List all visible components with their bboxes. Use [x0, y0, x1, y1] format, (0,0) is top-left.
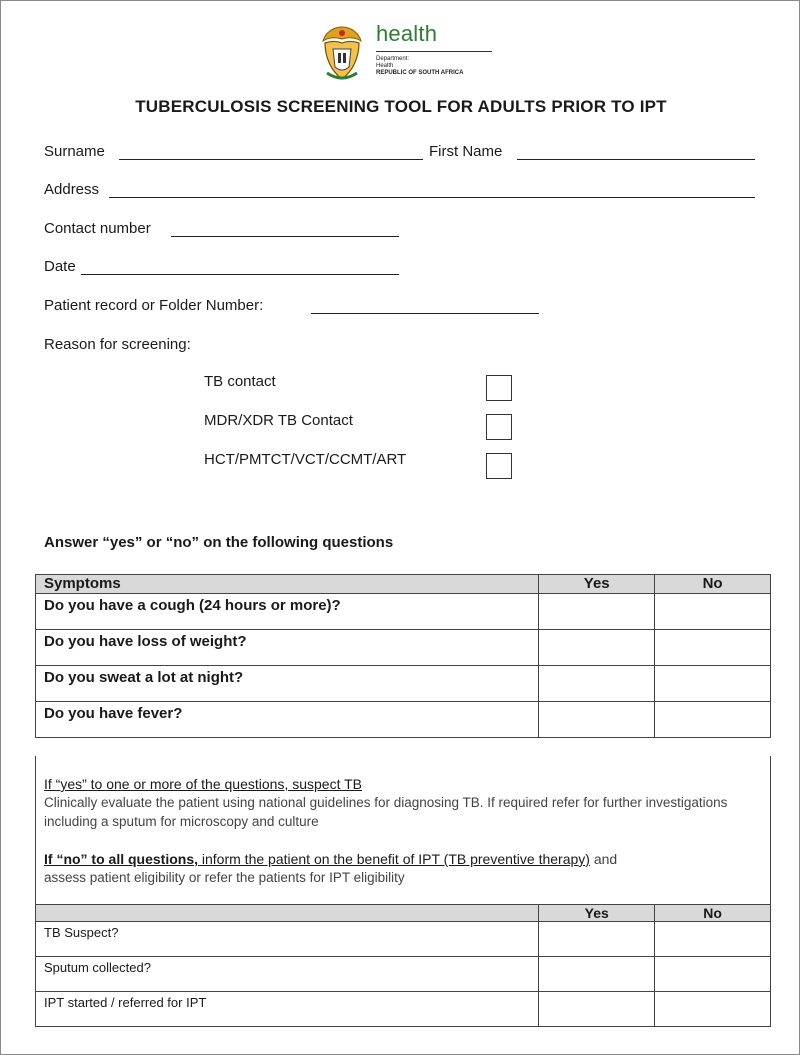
no-guidance-body: assess patient eligibility or refer the patients for IPT eligibility: [44, 870, 405, 885]
reason-tb-contact-label: TB contact: [204, 373, 276, 390]
weight-loss-yes-cell[interactable]: [539, 630, 655, 666]
no-guidance-conjunction: and: [589, 851, 618, 867]
no-guidance-condition: If “no” to all questions,: [44, 851, 198, 867]
cough-no-cell[interactable]: [655, 594, 771, 630]
first-name-field[interactable]: [517, 159, 755, 160]
form-title: TUBERCULOSIS SCREENING TOOL FOR ADULTS PRIOR TO IPT: [135, 97, 667, 116]
weight-loss-no-cell[interactable]: [655, 630, 771, 666]
date-field[interactable]: [81, 274, 399, 275]
record-number-field[interactable]: [311, 313, 539, 314]
table-row: [36, 702, 771, 738]
cough-yes-cell[interactable]: [539, 594, 655, 630]
contact-number-label: Contact number: [44, 220, 151, 237]
coat-of-arms-icon: [319, 23, 365, 83]
guidance-notes: [35, 756, 771, 905]
first-name-label: First Name: [429, 143, 503, 160]
reason-tb-contact-checkbox[interactable]: [486, 375, 512, 401]
dept-name: Health: [376, 63, 394, 69]
reason-mdr-xdr-checkbox[interactable]: [486, 414, 512, 440]
fever-no-cell[interactable]: [655, 702, 771, 738]
outcome-blank-header: [36, 905, 539, 922]
no-guidance-action: inform the patient on the benefit of IPT (TB preventive therapy): [198, 851, 590, 867]
sputum-no-cell[interactable]: [655, 957, 771, 992]
no-column-header: No: [655, 575, 771, 594]
record-number-label: Patient record or Folder Number:: [44, 297, 264, 314]
question-cough: Do you have a cough (24 hours or more)?: [36, 594, 539, 630]
table-row: [36, 992, 771, 1027]
outcome-sputum-collected: Sputum collected?: [36, 957, 539, 992]
table-row: [36, 957, 771, 992]
yes-guidance-heading: If “yes” to one or more of the questions, suspect TB: [44, 776, 363, 792]
surname-label: Surname: [44, 143, 105, 160]
contact-number-field[interactable]: [171, 236, 399, 237]
fever-yes-cell[interactable]: [539, 702, 655, 738]
date-label: Date: [44, 258, 76, 275]
instruction-heading: Answer “yes” or “no” on the following questions: [44, 534, 394, 551]
address-label: Address: [44, 181, 100, 198]
surname-field[interactable]: [119, 159, 423, 160]
outcome-ipt-started: IPT started / referred for IPT: [36, 992, 539, 1027]
table-row: [36, 666, 771, 702]
reason-hct-art-label: HCT/PMTCT/VCT/CCMT/ART: [204, 451, 407, 468]
table-row: [36, 630, 771, 666]
outcome-header-row: [36, 905, 771, 922]
tb-suspect-no-cell[interactable]: [655, 922, 771, 957]
table-row: [36, 594, 771, 630]
logo-divider: [376, 51, 492, 52]
health-wordmark: health: [376, 21, 438, 46]
outcome-tb-suspect: TB Suspect?: [36, 922, 539, 957]
symptoms-column-header: Symptoms: [36, 575, 539, 594]
no-guidance-heading: [44, 851, 770, 867]
sputum-yes-cell[interactable]: [539, 957, 655, 992]
night-sweats-yes-cell[interactable]: [539, 666, 655, 702]
night-sweats-no-cell[interactable]: [655, 666, 771, 702]
reason-mdr-xdr-label: MDR/XDR TB Contact: [204, 412, 353, 429]
reason-label: Reason for screening:: [44, 336, 191, 353]
outcome-table: [35, 904, 771, 1027]
question-night-sweats: Do you sweat a lot at night?: [36, 666, 539, 702]
question-weight-loss: Do you have loss of weight?: [36, 630, 539, 666]
country-name: REPUBLIC OF SOUTH AFRICA: [376, 70, 464, 76]
reason-hct-art-checkbox[interactable]: [486, 453, 512, 479]
symptoms-header-row: [36, 575, 771, 594]
symptoms-table: [35, 574, 771, 738]
dept-label: Department:: [376, 56, 410, 62]
outcome-no-header: No: [655, 905, 771, 922]
address-field[interactable]: [109, 197, 755, 198]
yes-column-header: Yes: [539, 575, 655, 594]
tb-suspect-yes-cell[interactable]: [539, 922, 655, 957]
question-fever: Do you have fever?: [36, 702, 539, 738]
ipt-yes-cell[interactable]: [539, 992, 655, 1027]
outcome-yes-header: Yes: [539, 905, 655, 922]
table-row: [36, 922, 771, 957]
yes-guidance-body: Clinically evaluate the patient using national guidelines for diagnosing TB. If required refer for further investigations including a sputum for microscopy and culture: [44, 795, 728, 829]
ipt-no-cell[interactable]: [655, 992, 771, 1027]
health-logo: [319, 21, 499, 85]
